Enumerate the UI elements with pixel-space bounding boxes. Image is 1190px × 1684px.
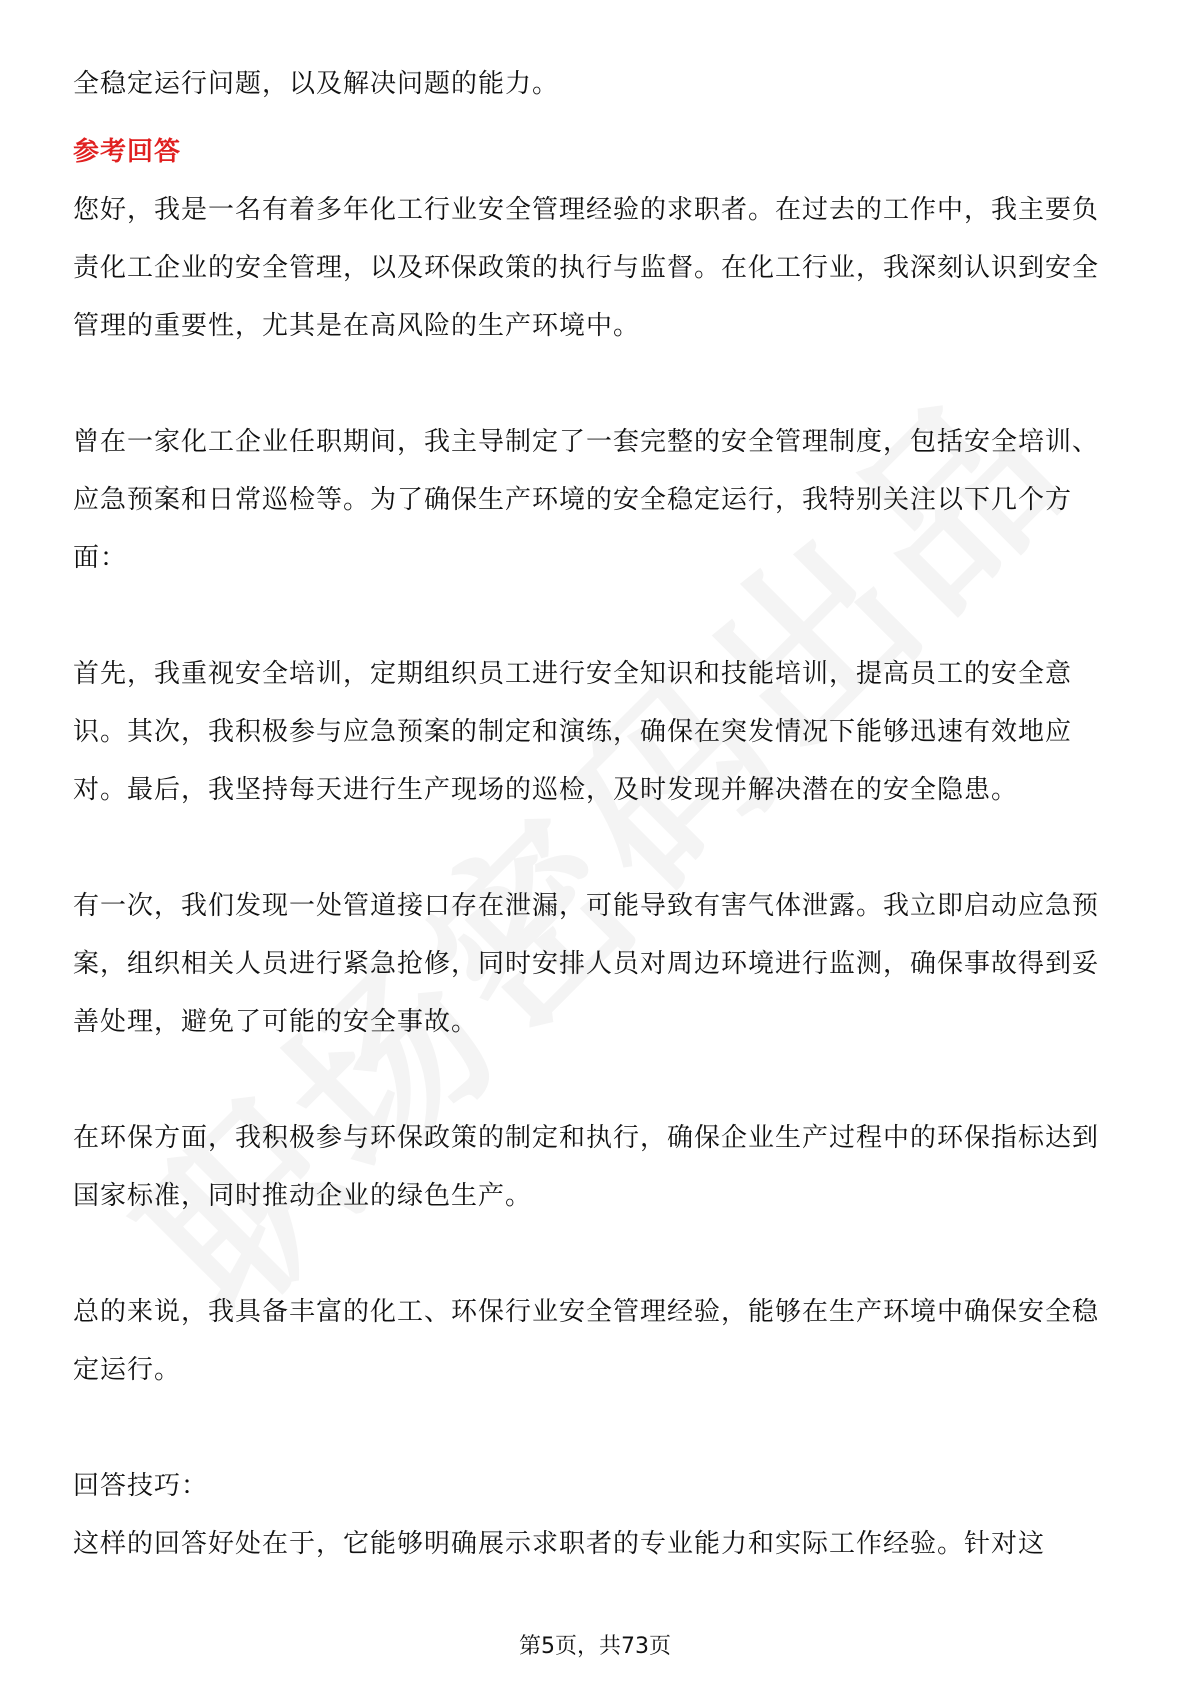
answer-paragraph-summary: 总的来说，我具备丰富的化工、环保行业安全管理经验，能够在生产环境中确保安全稳定运行。 [73, 1297, 1100, 1385]
answer-paragraph-system: 曾在一家化工企业任职期间，我主导制定了一套完整的安全管理制度，包括安全培训、应急预案和日常巡检等。为了确保生产环境的安全稳定运行，我特别关注以下几个方面： [73, 427, 1100, 573]
page-number: 第5页，共73页 [519, 1634, 671, 1659]
document-body [73, 55, 1118, 1573]
tips-paragraph: 这样的回答好处在于，它能够明确展示求职者的专业能力和实际工作经验。针对这 [73, 1529, 1046, 1559]
intro-paragraph-tail: 全稳定运行问题，以及解决问题的能力。 [73, 69, 560, 99]
answer-paragraph-incident: 有一次，我们发现一处管道接口存在泄漏，可能导致有害气体泄露。我立即启动应急预案，组织相关人员进行紧急抢修，同时安排人员对周边环境进行监测，确保事故得到妥善处理，避免了可能的安全事故。 [73, 891, 1100, 1037]
answer-paragraph-intro: 您好，我是一名有着多年化工行业安全管理经验的求职者。在过去的工作中，我主要负责化工企业的安全管理，以及环保政策的执行与监督。在化工行业，我深刻认识到安全管理的重要性，尤其是在高风险的生产环境中。 [73, 195, 1100, 341]
answer-paragraph-measures: 首先，我重视安全培训，定期组织员工进行安全知识和技能培训，提高员工的安全意识。其次，我积极参与应急预案的制定和演练，确保在突发情况下能够迅速有效地应对。最后，我坚持每天进行生产现场的巡检，及时发现并解决潜在的安全隐患。 [73, 659, 1073, 805]
tips-heading: 回答技巧： [73, 1471, 209, 1501]
answer-heading: 参考回答 [73, 137, 182, 167]
answer-paragraph-environment: 在环保方面，我积极参与环保政策的制定和执行，确保企业生产过程中的环保指标达到国家标准，同时推动企业的绿色生产。 [73, 1123, 1100, 1211]
